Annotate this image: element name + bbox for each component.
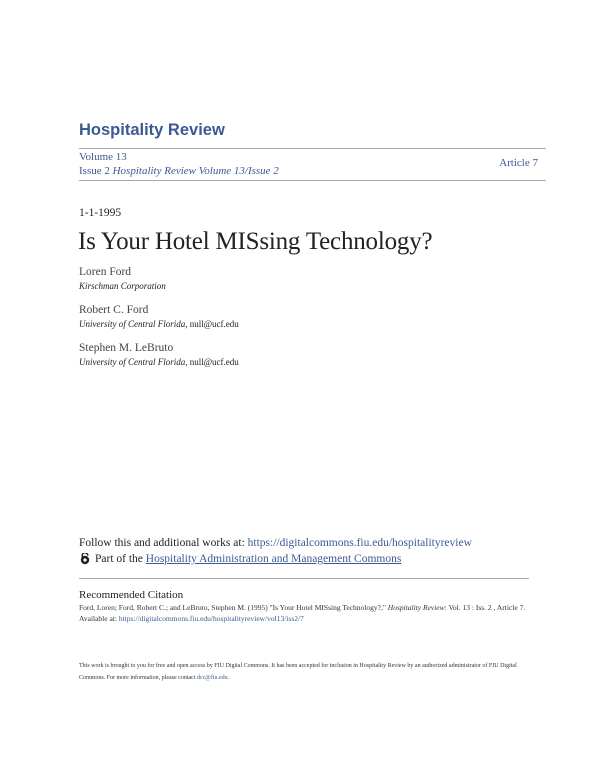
citation-divider xyxy=(79,578,529,579)
part-of-text: Part of the xyxy=(95,553,143,565)
publication-date: 1-1-1995 xyxy=(79,207,122,219)
available-label: Available at: xyxy=(79,614,119,623)
header-divider-bottom xyxy=(79,180,546,181)
follow-text: Follow this and additional works at: xyxy=(79,537,248,549)
author-email: , null@ucf.edu xyxy=(185,319,239,329)
citation-journal: Hospitality Review xyxy=(387,603,445,612)
issue-prefix: Issue 2 xyxy=(79,165,110,177)
collection-link[interactable]: https://digitalcommons.fiu.edu/hospitalityreview xyxy=(247,537,472,549)
open-access-icon xyxy=(79,553,91,565)
author-name: Stephen M. LeBruto xyxy=(79,342,174,354)
contact-email-link[interactable]: dcc@fiu.edu xyxy=(196,675,228,681)
part-of-line xyxy=(79,553,401,565)
citation-block xyxy=(79,602,534,624)
affiliation-text: University of Central Florida xyxy=(79,319,186,329)
author-affiliation xyxy=(79,357,239,367)
author-email: , null@ucf.edu xyxy=(185,357,239,367)
affiliation-text: Kirschman Corporation xyxy=(79,281,166,291)
footer-end: . xyxy=(227,675,230,681)
article-title: Is Your Hotel MISsing Technology? xyxy=(78,228,433,255)
header-divider-top xyxy=(79,148,546,149)
article-number-link[interactable]: Article 7 xyxy=(499,157,538,169)
citation-rest: : Vol. 13 : Iss. 2 , Article 7. xyxy=(444,603,526,612)
citation-heading: Recommended Citation xyxy=(79,589,184,601)
citation-url-link[interactable]: https://digitalcommons.fiu.edu/hospitalityreview/vol13/iss2/7 xyxy=(118,614,304,623)
citation-main: Ford, Loren; Ford, Robert C.; and LeBruto, Stephen M. (1995) "Is Your Hotel MISsing Technology?," xyxy=(79,603,388,612)
author-affiliation xyxy=(79,281,166,291)
footer-text: This work is brought to you for free and open access by FIU Digital Commons. It has been accepted for inclusion in Hospitality Review by an authorized administrator of FIU Digital Commons. For more information, please contact xyxy=(79,663,517,681)
issue-journal: Hospitality Review Volume 13/Issue 2 xyxy=(112,165,279,177)
volume-link[interactable]: Volume 13 xyxy=(79,151,127,163)
journal-title[interactable]: Hospitality Review xyxy=(79,121,225,139)
affiliation-text: University of Central Florida xyxy=(79,357,186,367)
issue-line[interactable] xyxy=(79,165,279,177)
author-affiliation xyxy=(79,319,239,329)
author-name: Robert C. Ford xyxy=(79,304,149,316)
follow-line xyxy=(79,537,472,549)
author-name: Loren Ford xyxy=(79,266,132,278)
commons-link[interactable]: Hospitality Administration and Management Commons xyxy=(145,553,402,565)
footer-notice xyxy=(79,660,519,684)
